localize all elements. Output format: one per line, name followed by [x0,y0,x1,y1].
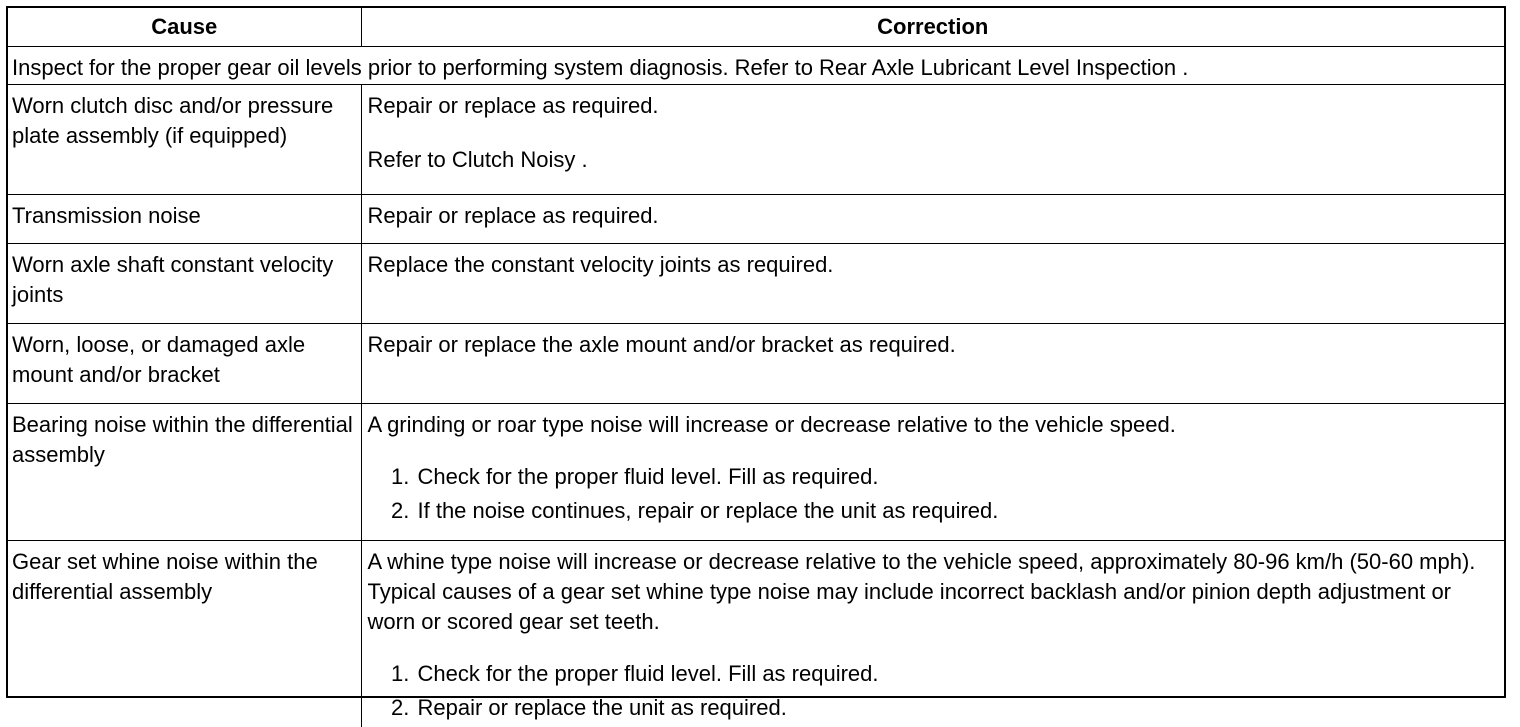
correction-cell [361,195,1504,244]
step-item: 1. Check for the proper fluid level. Fill as required. [416,462,1499,492]
note-cell: Inspect for the proper gear oil levels prior to performing system diagnosis. Refer to Rear Axle Lubricant Level Inspection . [8,47,1504,85]
correction-text: Repair or replace as required. [368,91,1499,121]
diagnostic-table [8,8,1504,727]
cause-cell: Bearing noise within the differential assembly [8,404,361,541]
step-item: 2. If the noise continues, repair or replace the unit as required. [416,496,1499,526]
correction-reference: Refer to Clutch Noisy . [368,145,1499,175]
correction-text: Repair or replace the axle mount and/or bracket as required. [368,330,1499,360]
header-correction: Correction [361,8,1504,47]
cause-cell: Worn axle shaft constant velocity joints [8,244,361,324]
note-row [8,47,1504,85]
correction-text: Replace the constant velocity joints as required. [368,250,1499,280]
step-list [368,659,1499,723]
cause-cell: Worn clutch disc and/or pressure plate assembly (if equipped) [8,85,361,195]
step-item: 1. Check for the proper fluid level. Fill as required. [416,659,1499,689]
correction-cell [361,324,1504,404]
step-list [368,462,1499,526]
header-cause: Cause [8,8,361,47]
diagnostic-table-frame [6,6,1506,698]
table-row [8,404,1504,541]
step-item: 2. Repair or replace the unit as required. [416,693,1499,723]
correction-text: Repair or replace as required. [368,201,1499,231]
correction-cell [361,404,1504,541]
cause-cell: Worn, loose, or damaged axle mount and/or bracket [8,324,361,404]
cause-cell: Transmission noise [8,195,361,244]
correction-text: A whine type noise will increase or decrease relative to the vehicle speed, approximately 80-96 km/h (50-60 mph). Typical causes of a gear set whine type noise may include incorrect backlash and/or pinion depth adjustment or worn or scored gear set teeth. [368,547,1499,637]
correction-cell [361,541,1504,727]
table-row [8,85,1504,195]
cause-cell: Gear set whine noise within the differential assembly [8,541,361,727]
table-row [8,541,1504,727]
table-row [8,244,1504,324]
table-row [8,195,1504,244]
table-row [8,324,1504,404]
correction-cell [361,244,1504,324]
header-row [8,8,1504,47]
correction-cell [361,85,1504,195]
correction-text: A grinding or roar type noise will increase or decrease relative to the vehicle speed. [368,410,1499,440]
